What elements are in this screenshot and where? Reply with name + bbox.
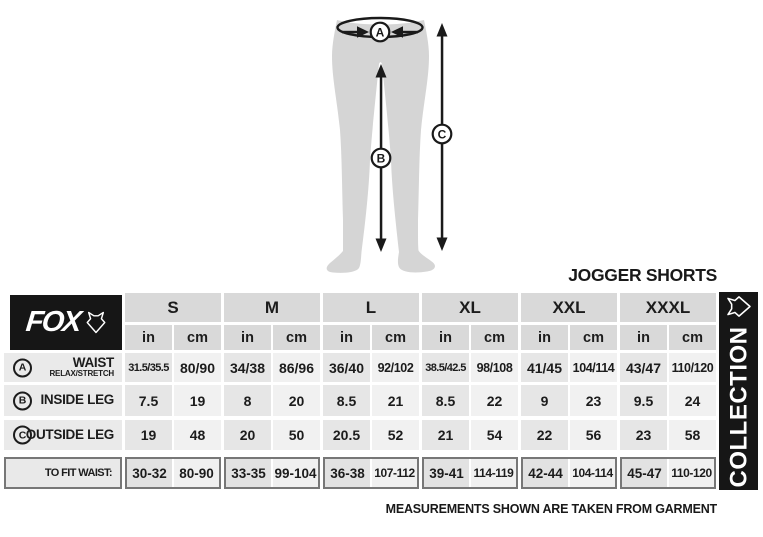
fit-value-cell: 107-112	[372, 459, 417, 487]
size-header-l: L	[323, 293, 419, 322]
page-title: JOGGER SHORTS	[568, 265, 717, 285]
footer-note: MEASUREMENTS SHOWN ARE TAKEN FROM GARMENT	[385, 502, 717, 516]
unit-cm-s: cm	[174, 325, 221, 350]
value-cell: 23	[620, 420, 667, 450]
value-cell: 41/45	[521, 353, 568, 382]
value-cell: 38.5/42.5	[422, 353, 469, 382]
measure-row-waist	[4, 353, 716, 382]
collection-label: COLLECTION	[724, 326, 752, 487]
fox-head-icon	[726, 295, 751, 317]
unit-cm-m: cm	[273, 325, 320, 350]
row-marker-a: A	[13, 358, 32, 377]
value-cell: 9.5	[620, 385, 667, 416]
fit-value-cell: 45-47	[622, 459, 667, 487]
value-cell: 34/38	[224, 353, 271, 382]
value-cell: 19	[125, 420, 172, 450]
value-cell: 20.5	[323, 420, 370, 450]
value-cell: 21	[422, 420, 469, 450]
fit-value-cell: 99-104	[273, 459, 318, 487]
row-marker-b: B	[13, 391, 32, 410]
unit-cm-l: cm	[372, 325, 419, 350]
unit-in-xxxl: in	[620, 325, 667, 350]
fit-value-cell: 36-38	[325, 459, 370, 487]
size-header-xxl: XXL	[521, 293, 617, 322]
row-marker-c: C	[13, 426, 32, 445]
fit-group-xxl	[521, 457, 617, 489]
fox-logo-text: FOX	[24, 306, 82, 338]
unit-cm-xl: cm	[471, 325, 518, 350]
value-cell: 22	[471, 385, 518, 416]
fit-value-cell: 114-119	[471, 459, 516, 487]
fox-head-icon	[86, 311, 106, 334]
value-cell: 56	[570, 420, 617, 450]
value-cell: 43/47	[620, 353, 667, 382]
fit-value-cell: 104-114	[570, 459, 615, 487]
value-cell: 54	[471, 420, 518, 450]
fit-row-label: TO FIT WAIST:	[4, 457, 122, 489]
unit-in-s: in	[125, 325, 172, 350]
value-cell: 20	[224, 420, 271, 450]
fit-value-cell: 33-35	[226, 459, 271, 487]
value-cell: 9	[521, 385, 568, 416]
row-label	[4, 353, 122, 382]
marker-a-label: A	[375, 25, 385, 40]
fit-value-cell: 30-32	[127, 459, 172, 487]
unit-in-l: in	[323, 325, 370, 350]
size-header-xl: XL	[422, 293, 518, 322]
row-label	[4, 420, 122, 450]
fox-logo	[10, 295, 122, 350]
value-cell: 8.5	[422, 385, 469, 416]
measure-row-inside-leg	[4, 385, 716, 416]
fit-value-cell: 110-120	[669, 459, 714, 487]
to-fit-waist-row	[4, 457, 716, 489]
value-cell: 58	[669, 420, 716, 450]
row-label-text: INSIDE LEG	[40, 392, 114, 408]
fit-value-cell: 42-44	[523, 459, 568, 487]
value-cell: 7.5	[125, 385, 172, 416]
marker-c-label: C	[437, 127, 447, 142]
value-cell: 21	[372, 385, 419, 416]
unit-cm-xxl: cm	[570, 325, 617, 350]
value-cell: 48	[174, 420, 221, 450]
size-header-xxxl: XXXL	[620, 293, 716, 322]
value-cell: 8	[224, 385, 271, 416]
fit-group-l	[323, 457, 419, 489]
size-table	[4, 293, 716, 489]
value-cell: 19	[174, 385, 221, 416]
value-cell: 50	[273, 420, 320, 450]
value-cell: 24	[669, 385, 716, 416]
value-cell: 36/40	[323, 353, 370, 382]
value-cell: 8.5	[323, 385, 370, 416]
value-cell: 52	[372, 420, 419, 450]
value-cell: 98/108	[471, 353, 518, 382]
unit-in-xxl: in	[521, 325, 568, 350]
unit-in-xl: in	[422, 325, 469, 350]
value-cell: 20	[273, 385, 320, 416]
size-header-s: S	[125, 293, 221, 322]
fit-group-xxxl	[620, 457, 716, 489]
value-cell: 86/96	[273, 353, 320, 382]
garment-measurement-diagram	[280, 0, 480, 285]
value-cell: 104/114	[570, 353, 617, 382]
size-header-m: M	[224, 293, 320, 322]
value-cell: 22	[521, 420, 568, 450]
unit-in-m: in	[224, 325, 271, 350]
fit-group-s	[125, 457, 221, 489]
row-label-text: OUTSIDE LEG	[25, 426, 114, 442]
value-cell: 23	[570, 385, 617, 416]
fit-group-xl	[422, 457, 518, 489]
marker-b-label: B	[376, 151, 386, 166]
value-cell: 92/102	[372, 353, 419, 382]
measure-row-outside-leg	[4, 420, 716, 450]
row-label	[4, 385, 122, 416]
unit-cm-xxxl: cm	[669, 325, 716, 350]
row-label-text: WAIST RELAX/STRETCH	[49, 355, 114, 379]
collection-bar	[719, 292, 758, 490]
value-cell: 110/120	[669, 353, 716, 382]
value-cell: 80/90	[174, 353, 221, 382]
value-cell: 31.5/35.5	[125, 353, 172, 382]
fit-value-cell: 39-41	[424, 459, 469, 487]
fit-group-m	[224, 457, 320, 489]
fit-value-cell: 80-90	[174, 459, 219, 487]
